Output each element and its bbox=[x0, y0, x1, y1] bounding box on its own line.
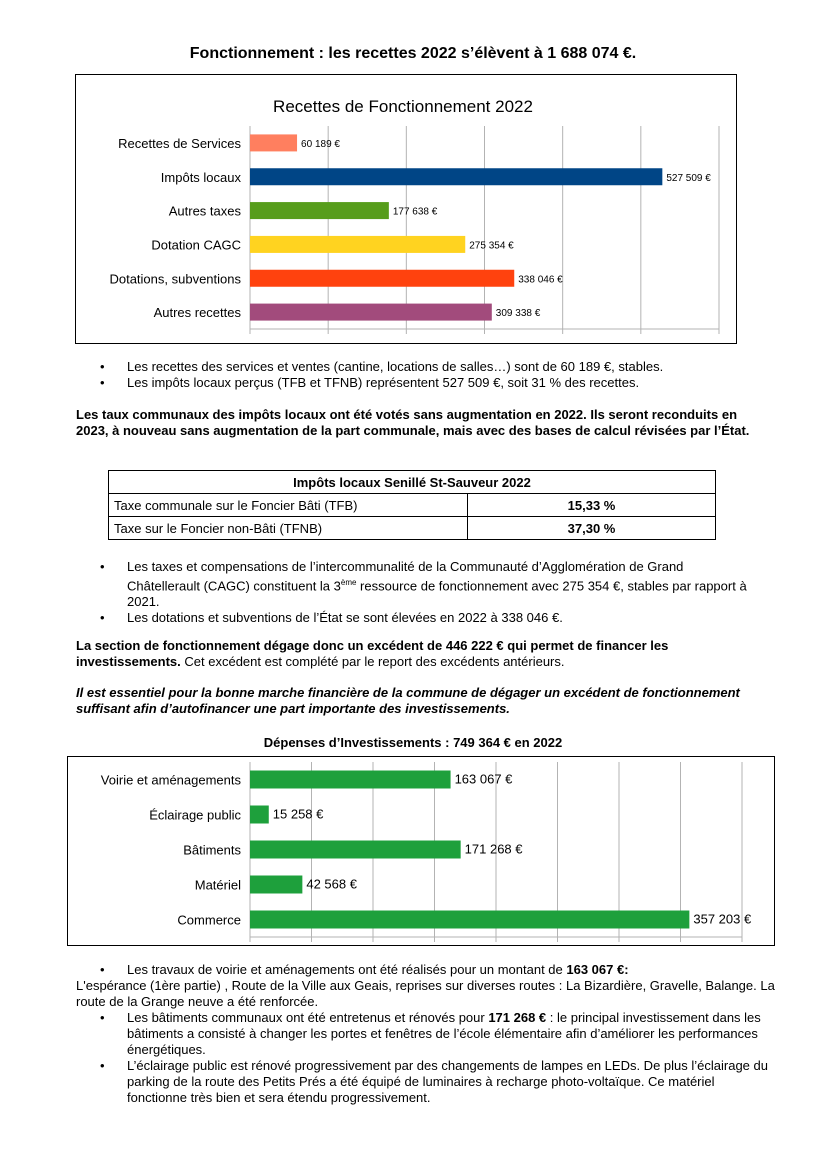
chart-title: Recettes de Fonctionnement 2022 bbox=[273, 97, 533, 116]
bar bbox=[250, 771, 451, 789]
category-label: Recettes de Services bbox=[118, 135, 241, 151]
category-label: Impôts locaux bbox=[160, 169, 241, 185]
data-label: 177 638 € bbox=[392, 206, 438, 218]
category-label: Autres recettes bbox=[153, 305, 241, 321]
data-label: 171 268 € bbox=[464, 841, 523, 857]
page-heading: Fonctionnement : les recettes 2022 s’élèvent à 1 688 074 €. bbox=[189, 45, 637, 62]
data-label: 357 203 € bbox=[693, 911, 752, 927]
bar bbox=[250, 134, 297, 151]
data-label: 42 568 € bbox=[306, 876, 357, 892]
category-label: Éclairage public bbox=[149, 807, 241, 823]
cagc-bullets bbox=[76, 559, 756, 626]
bullet-services: • Les recettes des services et ventes (cantine, locations de salles…) sont de 60 189 €, stables. bbox=[76, 359, 756, 375]
investissements-chart bbox=[68, 757, 774, 945]
voirie-amount: 163 067 €: bbox=[566, 962, 629, 977]
bullet-batiments bbox=[76, 1010, 776, 1058]
cagc-text-a: Les taxes et compensations de l’intercommunalité de la Communauté d’Agglomération de Grand Châtellerault (CAGC) constituent la 3 bbox=[127, 559, 684, 594]
recettes-bullets bbox=[76, 359, 756, 391]
bat-amount: 171 268 € bbox=[488, 1010, 547, 1025]
excedent-paragraph bbox=[76, 638, 756, 670]
data-label: 163 067 € bbox=[454, 771, 513, 787]
bat-text-c: : le principal investissement dans les bâtiments a consisté à changer les portes et fenêtres de l’école élémentaire afin d’améliorer les performances énergétiques. bbox=[127, 1010, 761, 1057]
bat-text-a: Les bâtiments communaux ont été entretenus et rénovés pour bbox=[127, 1010, 489, 1025]
cagc-sup: ème bbox=[340, 578, 357, 587]
data-label: 15 258 € bbox=[272, 806, 324, 822]
table-cell-value: 15,33 % bbox=[468, 494, 716, 517]
data-label: 60 189 € bbox=[301, 138, 340, 150]
bar bbox=[250, 304, 492, 321]
excedent-normal: Cet excédent est complété par le report des excédents antérieurs. bbox=[180, 654, 565, 669]
category-label: Dotation CAGC bbox=[151, 237, 241, 253]
category-label: Bâtiments bbox=[183, 842, 241, 858]
table-row bbox=[109, 494, 716, 517]
taux-paragraph: Les taux communaux des impôts locaux ont été votés sans augmentation en 2022. Ils seront reconduits en 2023, à nouveau sans augmentation de la part communale, mais avec des bases de calcul révisées par l’État. bbox=[76, 407, 750, 438]
table-row bbox=[109, 517, 716, 540]
voirie-continuation: L'espérance (1ère partie) , Route de la Ville aux Geais, reprises sur diverses routes : La Bizardière, Gravelle, Balange. La route de la Grange neuve a été renforcée. bbox=[76, 978, 775, 1009]
bullet-cagc bbox=[76, 559, 756, 610]
bar bbox=[250, 202, 389, 219]
bar bbox=[250, 806, 269, 824]
excedent-bold: La section de fonctionnement dégage donc un excédent de 446 222 € qui permet de financer les investissements. bbox=[76, 638, 669, 669]
category-label: Autres taxes bbox=[168, 203, 241, 219]
recettes-chart-frame bbox=[75, 74, 737, 344]
bullet-eclairage: • L’éclairage public est rénové progressivement par des changements de lampes en LEDs. De plus l’éclairage du parking de la route des Petits Prés a été équipé de luminaires à recharge photo-voltaïque. Ce matériel fonctionne très bien et sera étendu progressivement. bbox=[76, 1058, 776, 1106]
table-cell-label: Taxe sur le Foncier non-Bâti (TFNB) bbox=[109, 517, 468, 540]
category-label: Commerce bbox=[177, 912, 241, 928]
bar bbox=[250, 236, 465, 253]
bar bbox=[250, 270, 514, 287]
table-header: Impôts locaux Senillé St-Sauveur 2022 bbox=[109, 471, 716, 494]
bullet-voirie bbox=[76, 962, 776, 978]
bullet-dotations: • Les dotations et subventions de l’État se sont élevées en 2022 à 338 046 €. bbox=[76, 610, 756, 626]
impots-table bbox=[108, 470, 716, 540]
voirie-text: Les travaux de voirie et aménagements ont été réalisés pour un montant de bbox=[127, 962, 567, 977]
cagc-text-b: ressource de fonctionnement avec 275 354 €, stables par rapport à 2021. bbox=[127, 578, 747, 610]
data-label: 527 509 € bbox=[666, 172, 711, 184]
data-label: 338 046 € bbox=[518, 274, 563, 286]
table-cell-label: Taxe communale sur le Foncier Bâti (TFB) bbox=[109, 494, 468, 517]
recettes-chart bbox=[76, 75, 736, 343]
category-label: Voirie et aménagements bbox=[100, 772, 241, 788]
investissements-chart-title: Dépenses d’Investissements : 749 364 € en 2022 bbox=[263, 735, 563, 750]
bar bbox=[250, 841, 461, 859]
invest-bullets bbox=[76, 962, 776, 978]
bar bbox=[250, 876, 302, 894]
bar bbox=[250, 168, 662, 185]
table-cell-value: 37,30 % bbox=[468, 517, 716, 540]
investissements-chart-frame bbox=[67, 756, 775, 946]
category-label: Dotations, subventions bbox=[109, 271, 241, 287]
category-label: Matériel bbox=[194, 877, 241, 893]
essentiel-paragraph: Il est essentiel pour la bonne marche financière de la commune de dégager un excédent de fonctionnement suffisant afin d’autofinancer une part importante des investissements. bbox=[76, 685, 740, 716]
bar bbox=[250, 911, 689, 929]
bullet-impots: • Les impôts locaux perçus (TFB et TFNB) représentent 527 509 €, soit 31 % des recettes. bbox=[76, 375, 756, 391]
data-label: 309 338 € bbox=[495, 308, 541, 320]
data-label: 275 354 € bbox=[469, 240, 514, 252]
invest-bullets-2 bbox=[76, 1010, 776, 1106]
